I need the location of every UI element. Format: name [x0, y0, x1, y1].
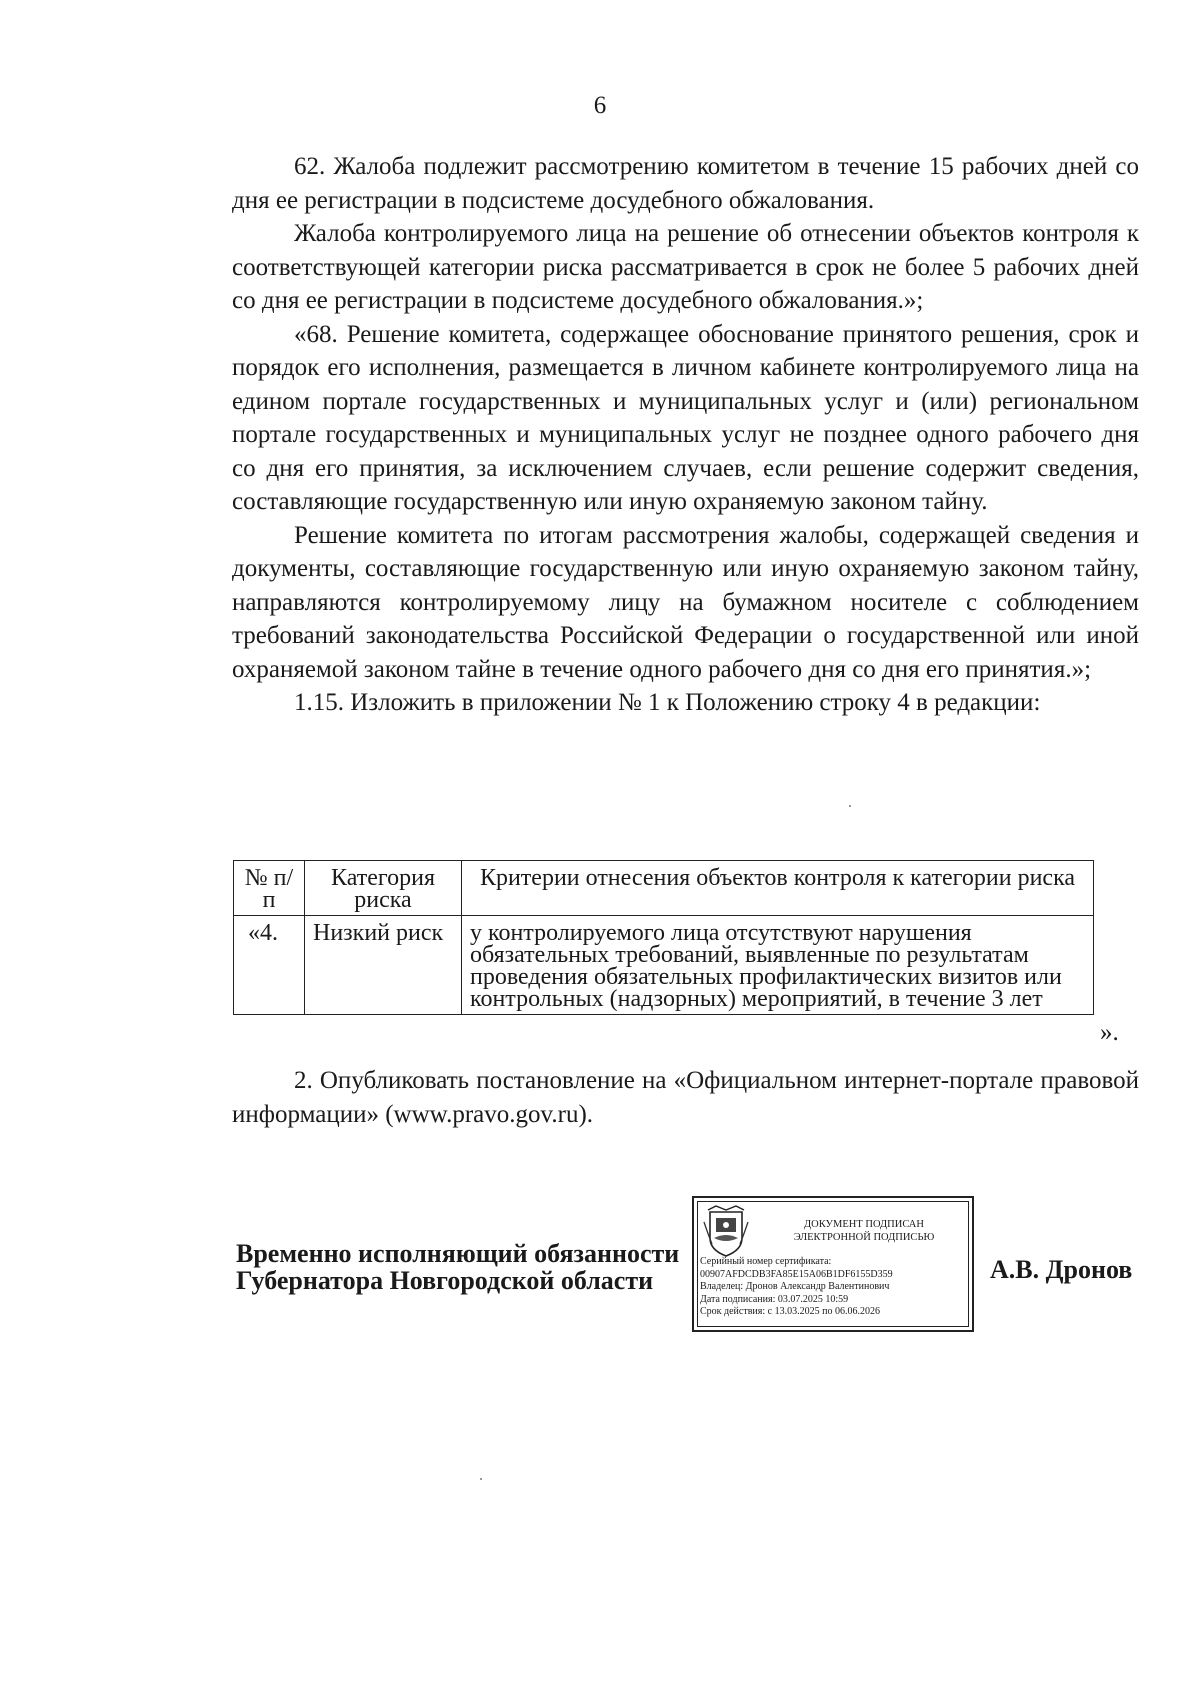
- page-number: 6: [593, 92, 607, 119]
- document-body: [232, 150, 1139, 720]
- stamp-details: [700, 1256, 970, 1319]
- table-closing-quote: ».: [1100, 1019, 1119, 1046]
- stamp-signed-date: Дата подписания: 03.07.2025 10:59: [700, 1293, 849, 1305]
- paragraph-62: 62. Жалоба подлежит рассмотрению комитетом в течение 15 рабочих дней со дня ее регистрации в подсистеме досудебного обжалования.: [232, 153, 1139, 214]
- paragraph-complaint-term: Жалоба контролируемого лица на решение об отнесении объектов контроля к соответствующей категории риска рассматривается в срок не более 5 рабочих дней со дня ее регистрации в подсистеме досудебного обжалования.»;: [232, 220, 1139, 314]
- header-category: Категория риска: [305, 861, 462, 916]
- paragraph-68: «68. Решение комитета, содержащее обоснование принятого решения, срок и порядок его исполнения, размещается в личном кабинете контролируемого лица на едином портале государственных и муниципальных услуг и (или) региональном портале государственных и муниципальных услуг не позднее одного рабочего дня со дня его принятия, за исключением случаев, если решение содержит сведения, составляющие государственную или иную охраняемую законом тайну.: [232, 320, 1139, 515]
- stamp-serial-value: 00907AFDCDB3FA85E15A06B1DF6155D359: [700, 1268, 893, 1280]
- signer-name: А.В. Дронов: [990, 1255, 1133, 1284]
- table-row: [234, 916, 1094, 1015]
- paragraph-secret-decision: Решение комитета по итогам рассмотрения жалобы, содержащей сведения и документы, составляющие государственную или иную охраняемую законом тайну, направляются контролируемому лицу на бумажном носителе с соблюдением требований законодательства Российской Федерации о государственной или иной охраняемой законом тайне в течение одного рабочего дня со дня его принятия.»;: [232, 521, 1139, 683]
- scan-speck: [849, 805, 851, 807]
- stamp-owner: Владелец: Дронов Александр Валентинович: [700, 1281, 890, 1292]
- paragraph-publish: 2. Опубликовать постановление на «Официальном интернет-портале правовой информации» (www.pravo.gov.ru).: [232, 1067, 1139, 1128]
- stamp-serial-label: Серийный номер сертификата:: [700, 1256, 832, 1267]
- scan-speck: [480, 1478, 482, 1480]
- coat-of-arms-icon: [702, 1204, 750, 1258]
- row-number: «4.: [234, 916, 305, 1015]
- signatory-position: [236, 1240, 679, 1294]
- header-number: № п/п: [234, 861, 305, 916]
- signatory-position-line1: Временно исполняющий обязанности: [236, 1239, 680, 1268]
- signatory-position-line2: Губернатора Новгородской области: [236, 1266, 654, 1295]
- stamp-heading-line1: ДОКУМЕНТ ПОДПИСАН: [804, 1219, 924, 1230]
- row-category: Низкий риск: [305, 916, 462, 1015]
- stamp-validity: Срок действия: с 13.03.2025 по 06.06.2026: [700, 1306, 880, 1317]
- electronic-signature-stamp: [692, 1196, 974, 1332]
- stamp-heading: [764, 1218, 964, 1244]
- risk-category-table: [233, 860, 1094, 1015]
- table-header-row: [234, 861, 1094, 916]
- stamp-heading-line2: ЭЛЕКТРОННОЙ ПОДПИСЬЮ: [793, 1232, 935, 1243]
- header-criteria: Критерии отнесения объектов контроля к категории риска: [462, 861, 1094, 916]
- paragraph-1-15: 1.15. Изложить в приложении № 1 к Положению строку 4 в редакции:: [294, 689, 1041, 716]
- row-criteria: у контролируемого лица отсутствуют нарушения обязательных требований, выявленные по результатам проведения обязательных профилактических визитов или контрольных (надзорных) мероприятий, в течение 3 лет: [462, 916, 1094, 1015]
